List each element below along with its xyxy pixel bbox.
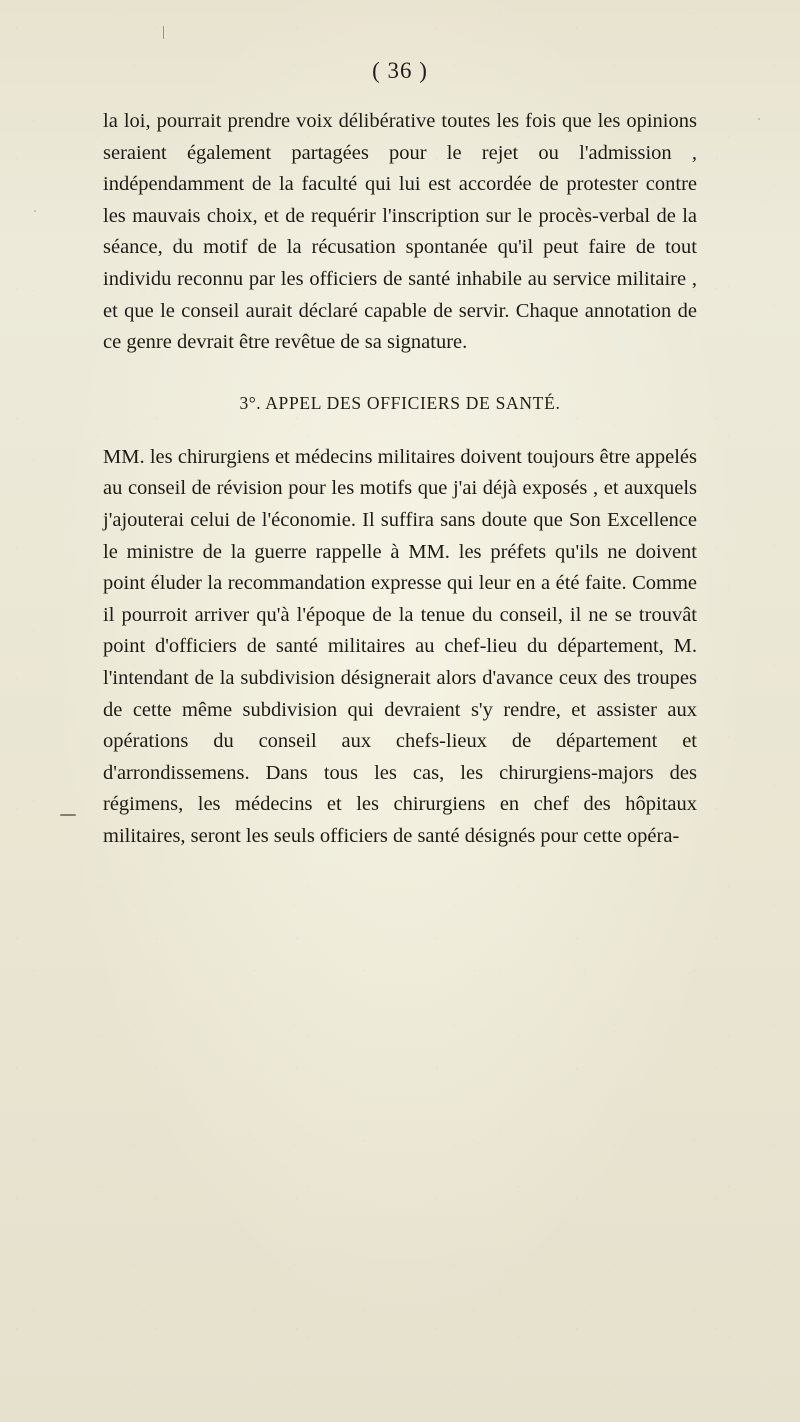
page-number: ( 36 ) (372, 58, 428, 83)
section-body-text-block (103, 442, 697, 853)
section-number: 3°. (239, 392, 262, 413)
paragraph-section-one: MM. les chirurgiens et médecins militaires doivent toujours être appelés au conseil de révision pour les motifs que j'ai déjà exposés , et auxquels j'ajouterai celui de l'économie. Il suffira sans doute que Son Excellence le ministre de la guerre rappelle à MM. les préfets qu'ils ne doivent point éluder la recommandation expresse qui leur en a été faite. Comme il pourroit arriver qu'à l'époque de la tenue du conseil, il ne se trouvât point d'officiers de santé militaires au chef-lieu du département, M. l'intendant de la subdivision désignerait alors d'avance ceux des troupes de cette même subdivision qui devraient s'y rendre, et assister aux opérations du conseil aux chefs-lieux de département et d'arrondissemens. Dans tous les cas, les chirurgiens-majors des régimens, les médecins et les chirurgiens en chef des hôpitaux militaires, seront les seuls officiers de santé désignés pour cette opéra- (103, 445, 697, 847)
paragraph-opening: la loi, pourrait prendre voix délibérative toutes les fois que les opinions seraient également partagées pour le rejet ou l'admission , indépendamment de la faculté qui lui est accordée de protester contre les mauvais choix, et de requérir l'inscription sur le procès-verbal de la séance, du motif de la récusation spontanée qu'il peut faire de tout individu reconnu par les officiers de santé inhabile au service militaire , et que le conseil aurait déclaré capable de servir. Chaque annotation de ce genre devrait être revêtue de sa signature. (103, 110, 697, 354)
section-title: APPEL DES OFFICIERS DE SANTÉ. (265, 392, 561, 413)
section-heading (0, 393, 800, 414)
body-text-block (103, 106, 697, 359)
